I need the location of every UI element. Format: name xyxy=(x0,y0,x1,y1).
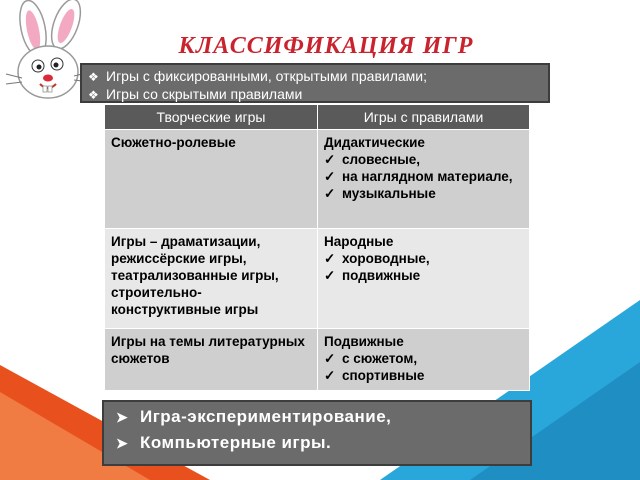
checkmark-icon: ✓ xyxy=(324,251,336,266)
list-item-text: словесные, xyxy=(342,152,421,167)
checkmark-icon: ✓ xyxy=(324,169,336,184)
list-item xyxy=(324,151,523,168)
checkmark-icon: ✓ xyxy=(324,368,336,383)
cell-creative xyxy=(105,130,318,229)
rules-type-item xyxy=(88,67,548,85)
list-item-text: музыкальные xyxy=(342,186,436,201)
cell-rules xyxy=(318,130,530,229)
other-games-item xyxy=(116,430,530,456)
header-rule-games: Игры с правилами xyxy=(318,105,530,130)
checkmark-icon: ✓ xyxy=(324,186,336,201)
other-games-text: Компьютерные игры. xyxy=(140,433,332,452)
list-item xyxy=(324,250,523,267)
header-creative-games: Творческие игры xyxy=(105,105,318,130)
list-item xyxy=(324,168,523,185)
games-classification-table xyxy=(104,104,530,391)
list-item-text: подвижные xyxy=(342,268,421,283)
list-item xyxy=(324,350,523,367)
list-item xyxy=(324,185,523,202)
cell-text: Игры на темы литературных сюжетов xyxy=(111,334,305,366)
other-games-list xyxy=(102,400,532,466)
table-row xyxy=(105,130,530,229)
rules-type-list xyxy=(80,63,550,103)
cell-rules xyxy=(318,329,530,391)
cell-group-title: Дидактические xyxy=(324,135,425,150)
cell-text: Игры – драматизации, режиссёрские игры, театрализованные игры, строительно-конструктивные игры xyxy=(111,234,279,317)
table-row xyxy=(105,229,530,329)
checkmark-icon: ✓ xyxy=(324,351,336,366)
list-item-text: с сюжетом, xyxy=(342,351,418,366)
cell-text: Сюжетно-ролевые xyxy=(111,135,236,150)
table-row xyxy=(105,329,530,391)
rules-type-text: Игры со скрытыми правилами xyxy=(106,86,303,102)
list-item-text: хороводные, xyxy=(342,251,430,266)
list-item-text: на наглядном материале, xyxy=(342,169,513,184)
cell-rules xyxy=(318,229,530,329)
rules-type-text: Игры с фиксированными, открытыми правилами; xyxy=(106,68,428,84)
diamond-bullet-icon: ❖ xyxy=(88,88,99,102)
cell-creative xyxy=(105,329,318,391)
cell-group-title: Народные xyxy=(324,234,394,249)
slide-title: КЛАССИФИКАЦИЯ ИГР xyxy=(178,33,474,59)
rules-type-item xyxy=(88,85,548,103)
list-item xyxy=(324,267,523,284)
list-item xyxy=(324,367,523,384)
arrow-bullet-icon: ➤ xyxy=(116,409,129,425)
checkmark-icon: ✓ xyxy=(324,268,336,283)
checkmark-icon: ✓ xyxy=(324,152,336,167)
other-games-item xyxy=(116,404,530,430)
table-header-row xyxy=(105,105,530,130)
other-games-text: Игра-экспериментирование, xyxy=(140,407,392,426)
diamond-bullet-icon: ❖ xyxy=(88,70,99,84)
arrow-bullet-icon: ➤ xyxy=(116,435,129,451)
cell-creative xyxy=(105,229,318,329)
cell-group-title: Подвижные xyxy=(324,334,404,349)
list-item-text: спортивные xyxy=(342,368,425,383)
